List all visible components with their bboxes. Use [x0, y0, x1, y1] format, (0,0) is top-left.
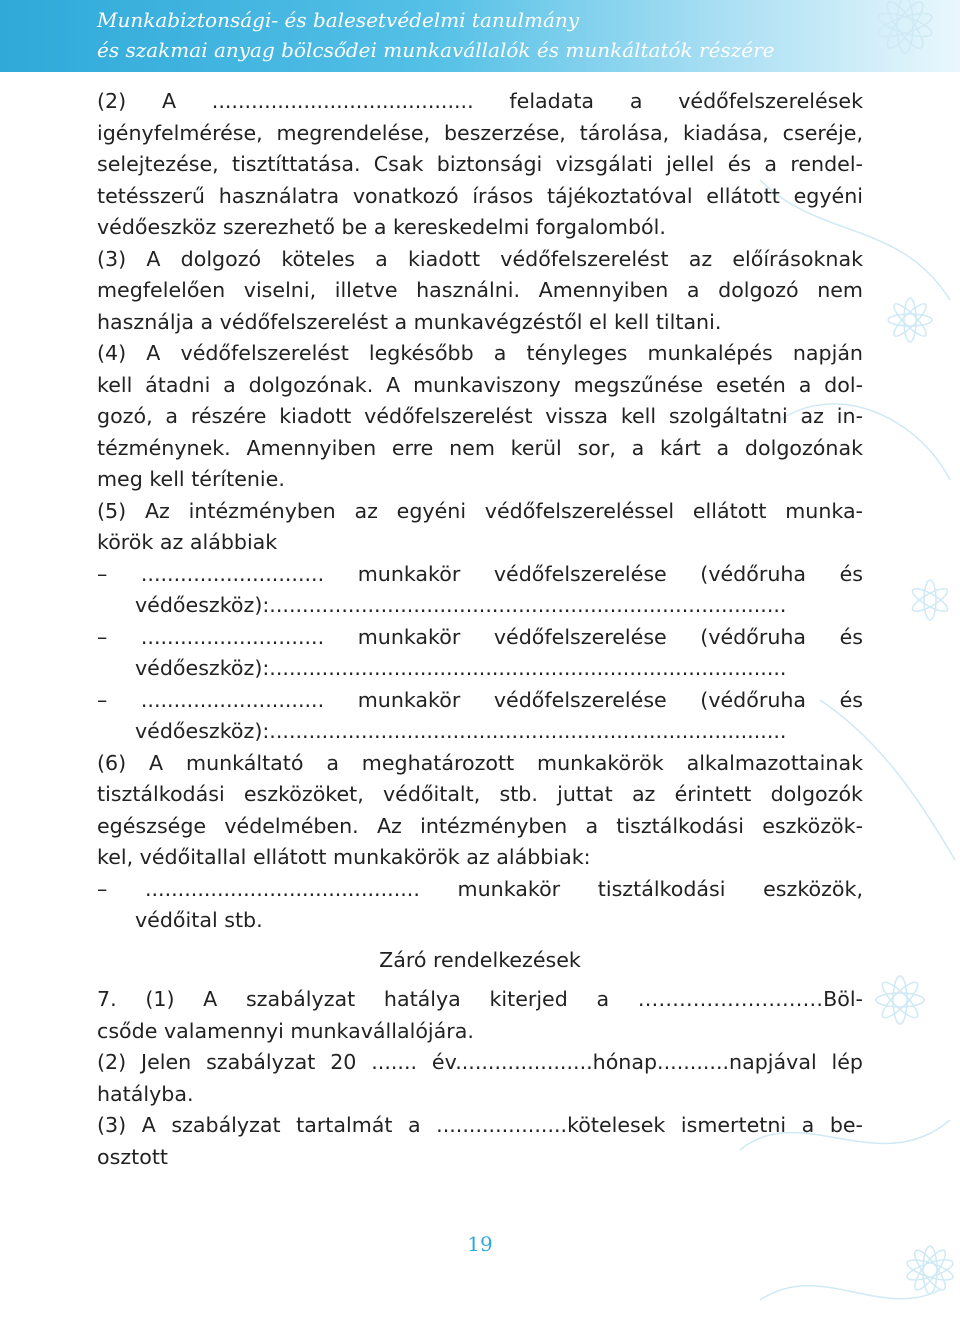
text-line: (3) A szabályzat tartalmát a ....................kötelesek ismertetni a be-	[97, 1113, 863, 1137]
text-line: (2) A ........................................ feladata a védőfelszerelések	[97, 89, 863, 113]
text-line: selejtezése, tisztíttatása. Csak biztonsági vizsgálati jellel és a rendel-	[97, 152, 863, 176]
text-line: osztott	[97, 1144, 168, 1169]
text-line: körök az alábbiak	[97, 530, 278, 554]
list-item-line: védőeszköz):...............................................................................	[135, 593, 787, 617]
text-line: védőeszköz szerezhető be a kereskedelmi forgalomból.	[97, 215, 666, 239]
body-text	[97, 86, 863, 1173]
text-line: (6) A munkáltató a meghatározott munkakörök alkalmazottainak	[97, 750, 863, 775]
header-title-line-2: és szakmai anyag bölcsődei munkavállalók és munkáltatók részére	[97, 38, 775, 62]
text-line: csőde valamennyi munkavállalójára.	[97, 1018, 474, 1043]
text-line: hatályba.	[97, 1081, 194, 1106]
page-header	[0, 0, 960, 72]
text-line: (4) A védőfelszerelést legkésőbb a tényleges munkalépés napján	[97, 341, 863, 365]
list-item-line: – .......................................... munkakör tisztálkodási eszközök,	[97, 876, 863, 901]
text-line: igényfelmérése, megrendelése, beszerzése, tárolása, kiadása, cseréje,	[97, 120, 863, 145]
list-item-line: – ............................ munkakör védőfelszerelése (védőruha és	[97, 624, 863, 649]
text-line: megfelelően viselni, illetve használni. Amennyiben a dolgozó nem	[97, 278, 863, 302]
list-item-line: védőeszköz):...............................................................................	[135, 656, 787, 680]
text-line: (5) Az intézményben az egyéni védőfelszereléssel ellátott munka-	[97, 498, 863, 523]
text-line: tetésszerű használatra vonatkozó írásos tájékoztatóval ellátott egyéni	[97, 183, 863, 208]
header-title-line-1: Munkabiztonsági- és balesetvédelmi tanulmány	[97, 8, 580, 32]
text-line: gozó, a részére kiadott védőfelszerelést vissza kell szolgáltatni az in-	[97, 404, 863, 428]
text-line: egészsége védelmében. Az intézményben a tisztálkodási eszközök-	[97, 813, 863, 838]
text-line: kel, védőitallal ellátott munkakörök az alábbiak:	[97, 845, 591, 869]
page-number: 19	[467, 1232, 493, 1256]
text-line: (3) A dolgozó köteles a kiadott védőfelszerelést az előírásoknak	[97, 246, 863, 271]
text-line: tézménynek. Amennyiben erre nem kerül sor, a kárt a dolgozónak	[97, 435, 863, 460]
list-item-line: – ............................ munkakör védőfelszerelése (védőruha és	[97, 687, 863, 712]
list-item-line: védőeszköz):...............................................................................	[135, 719, 787, 743]
text-line: meg kell térítenie.	[97, 467, 285, 491]
section-heading: Záró rendelkezések	[379, 947, 581, 972]
text-line: kell átadni a dolgozónak. A munkaviszony megszűnése esetén a dol-	[97, 372, 863, 397]
list-item-line: védőital stb.	[135, 908, 263, 932]
text-line: tisztálkodási eszközöket, védőitalt, stb. juttat az érintett dolgozók	[97, 782, 863, 806]
text-line: 7. (1) A szabályzat hatálya kiterjed a ………………………Böl-	[97, 987, 863, 1011]
list-item-line: – ............................ munkakör védőfelszerelése (védőruha és	[97, 561, 863, 586]
text-line: használja a védőfelszerelést a munkavégzéstől el kell tiltani.	[97, 309, 722, 334]
text-line: (2) Jelen szabályzat 20 ....... év.....................hónap...........napjával lép	[97, 1050, 863, 1074]
